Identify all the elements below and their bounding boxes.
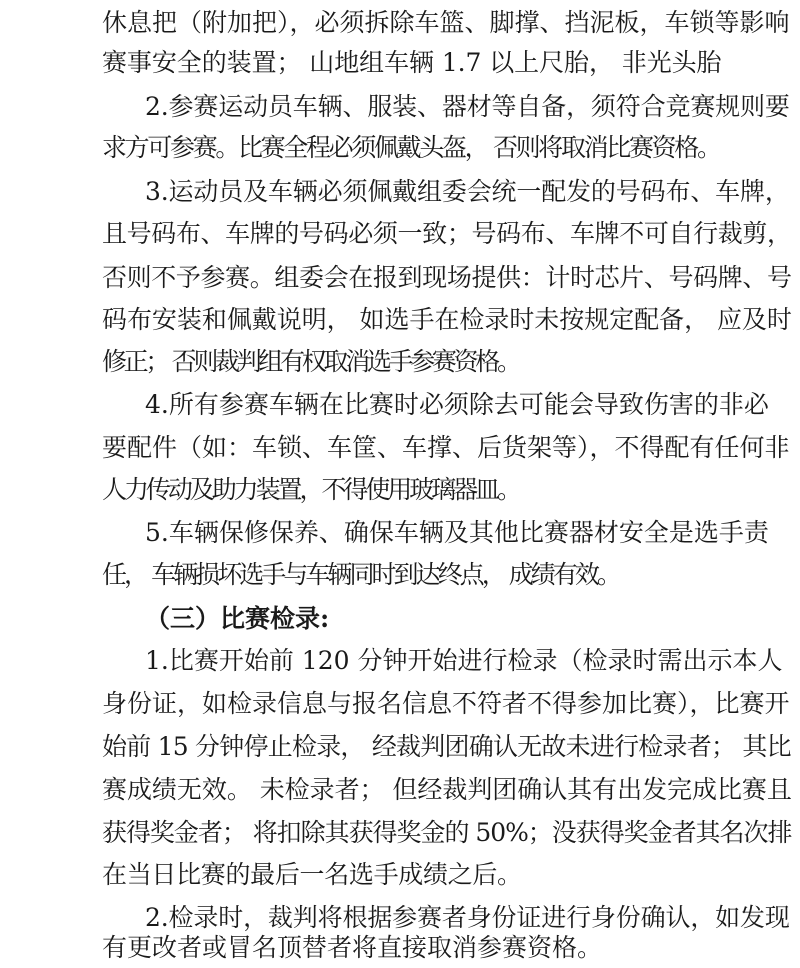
check-in-item-1-line: 身份证，如检录信息与报名信息不符者不得参加比赛），比赛开: [102, 689, 790, 718]
check-in-item-1-line: 1.比赛开始前 120 分钟开始进行检录（检录时需出示本人: [145, 646, 783, 675]
list-item-3-line: 否则不予参赛。组委会在报到现场提供：计时芯片、号码牌、号: [102, 263, 792, 292]
check-in-item-1-line: 赛成绩无效。 未检录者； 但经裁判团确认其有出发完成比赛且: [102, 775, 792, 804]
list-item-4-line: 要配件（如：车锁、车筐、车撑、后货架等），不得配有任何非: [102, 433, 790, 462]
list-item-4-line: 4.所有参赛车辆在比赛时必须除去可能会导致伤害的非必: [145, 390, 769, 419]
section-heading: （三）比赛检录:: [145, 604, 330, 633]
list-item-5-line: 任， 车辆损坏选手与车辆同时到达终点， 成绩有效。: [102, 560, 619, 589]
check-in-item-2-line: 2.检录时，裁判将根据参赛者身份证进行身份确认，如发现: [145, 903, 790, 932]
check-in-item-1-line: 在当日比赛的最后一名选手成绩之后。: [102, 860, 522, 889]
list-item-4-line: 人力传动及助力装置，不得使用玻璃器皿。: [102, 475, 519, 504]
list-item-3-line: 修正； 否则裁判组有权取消选手参赛资格。: [102, 347, 519, 376]
body-text-line: 赛事安全的装置； 山地组车辆 1.7 以上尺胎， 非光头胎: [102, 48, 722, 77]
list-item-2-line: 2.参赛运动员车辆、服装、器材等自备，须符合竞赛规则要: [145, 92, 790, 121]
list-item-3-line: 码布安装和佩戴说明， 如选手在检录时未按规定配备， 应及时: [102, 305, 792, 334]
list-item-3-line: 3.运动员及车辆必须佩戴组委会统一配发的号码布、车牌，: [145, 177, 790, 206]
list-item-3-line: 且号码布、车牌的号码必须一致；号码布、车牌不可自行裁剪，: [102, 219, 792, 248]
list-item-2-line: 求方可参赛。比赛全程必须佩戴头盔， 否则将取消比赛资格。: [102, 133, 720, 162]
body-text-line: 休息把（附加把），必须拆除车篮、脚撑、挡泥板，车锁等影响: [102, 8, 790, 37]
check-in-item-1-line: 始前 15 分钟停止检录， 经裁判团确认无故未进行检录者； 其比: [102, 732, 791, 761]
check-in-item-2-line: 有更改者或冒名顶替者将直接取消参赛资格。: [102, 933, 603, 962]
check-in-item-1-line: 获得奖金者； 将扣除其获得奖金的 50%；没获得奖金者其名次排: [102, 818, 792, 847]
list-item-5-line: 5.车辆保修保养、确保车辆及其他比赛器材安全是选手责: [145, 518, 769, 547]
